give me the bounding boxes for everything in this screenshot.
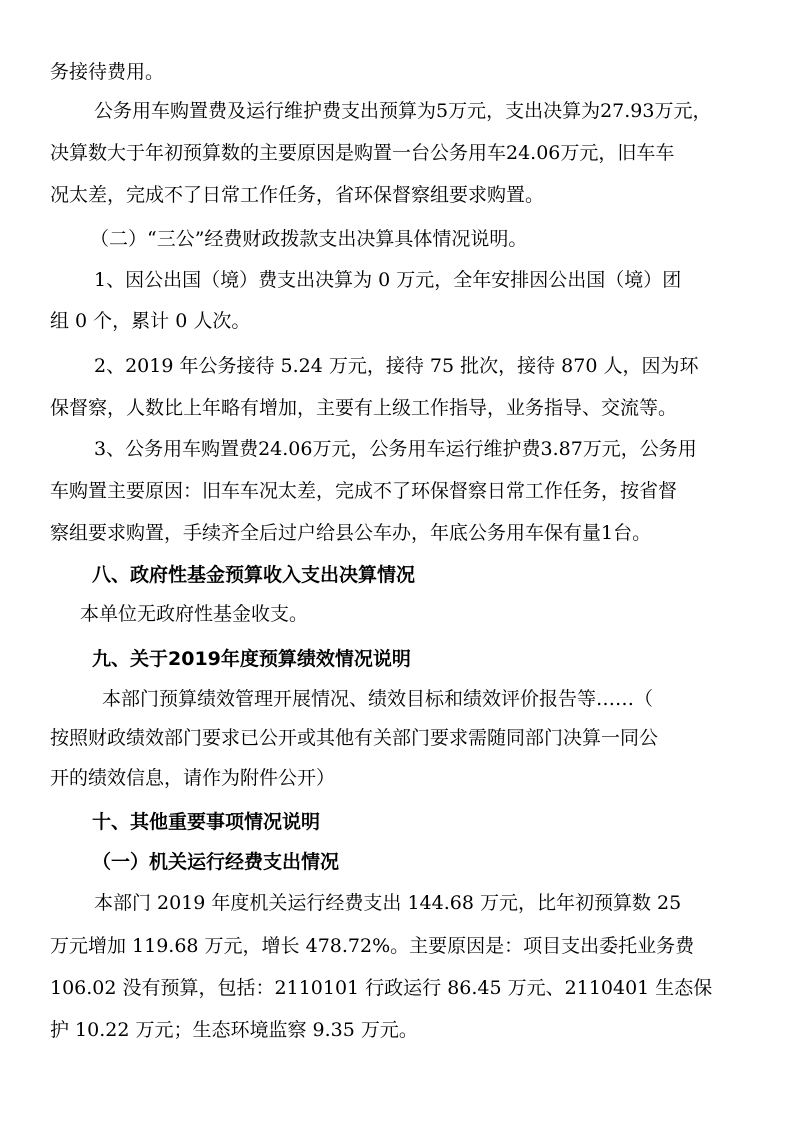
text-line: 察组要求购置，手续齐全后过户给县公车办，年底公务用车保有量1台。	[50, 522, 652, 544]
text-line: 本单位无政府性基金收支。	[80, 603, 309, 625]
text-line: 务接待费用。	[50, 61, 165, 83]
text-line: 开的绩效信息，请作为附件公开）	[50, 767, 336, 789]
subsection-heading: （一）机关运行经费支出情况	[92, 851, 340, 873]
text-line: （二）“三公”经费财政拨款支出决算具体情况说明。	[90, 228, 528, 250]
text-line: 按照财政绩效部门要求已公开或其他有关部门要求需随同部门决算一同公	[50, 727, 659, 749]
section-heading: 九、关于2019年度预算绩效情况说明	[92, 648, 411, 670]
text-line: 护 10.22 万元；生态环境监察 9.35 万元。	[50, 1019, 418, 1041]
text-line: 1、因公出国（境）费支出决算为 0 万元，全年安排因公出国（境）团	[94, 269, 682, 291]
text-line: 组 0 个，累计 0 人次。	[50, 310, 251, 332]
text-line: 本部门预算绩效管理开展情况、绩效目标和绩效评价报告等……（	[102, 688, 654, 710]
text-line: 3、公务用车购置费24.06万元，公务用车运行维护费3.87万元，公务用	[94, 438, 697, 460]
section-heading: 八、政府性基金预算收入支出决算情况	[92, 564, 416, 586]
text-line: 况太差，完成不了日常工作任务，省环保督察组要求购置。	[50, 184, 545, 206]
text-line: 保督察，人数比上年略有增加，主要有上级工作指导，业务指导、交流等。	[50, 397, 678, 419]
text-line: 万元增加 119.68 万元，增长 478.72%。主要原因是：项目支出委托业务费	[50, 935, 695, 957]
text-line: 本部门 2019 年度机关运行经费支出 144.68 万元，比年初预算数 25	[94, 892, 682, 914]
text-line: 决算数大于年初预算数的主要原因是购置一台公务用车24.06万元，旧车车	[50, 142, 675, 164]
section-heading: 十、其他重要事项情况说明	[92, 811, 321, 833]
text-line: 106.02 没有预算，包括：2110101 行政运行 86.45 万元、2110401 生态保	[50, 977, 713, 999]
text-line: 2、2019 年公务接待 5.24 万元，接待 75 批次，接待 870 人，因为环	[94, 355, 699, 377]
text-line: 车购置主要原因：旧车车况太差，完成不了环保督察日常工作任务，按省督	[50, 480, 678, 502]
text-line: 公务用车购置费及运行维护费支出预算为5万元，支出决算为27.93万元，	[94, 100, 712, 122]
